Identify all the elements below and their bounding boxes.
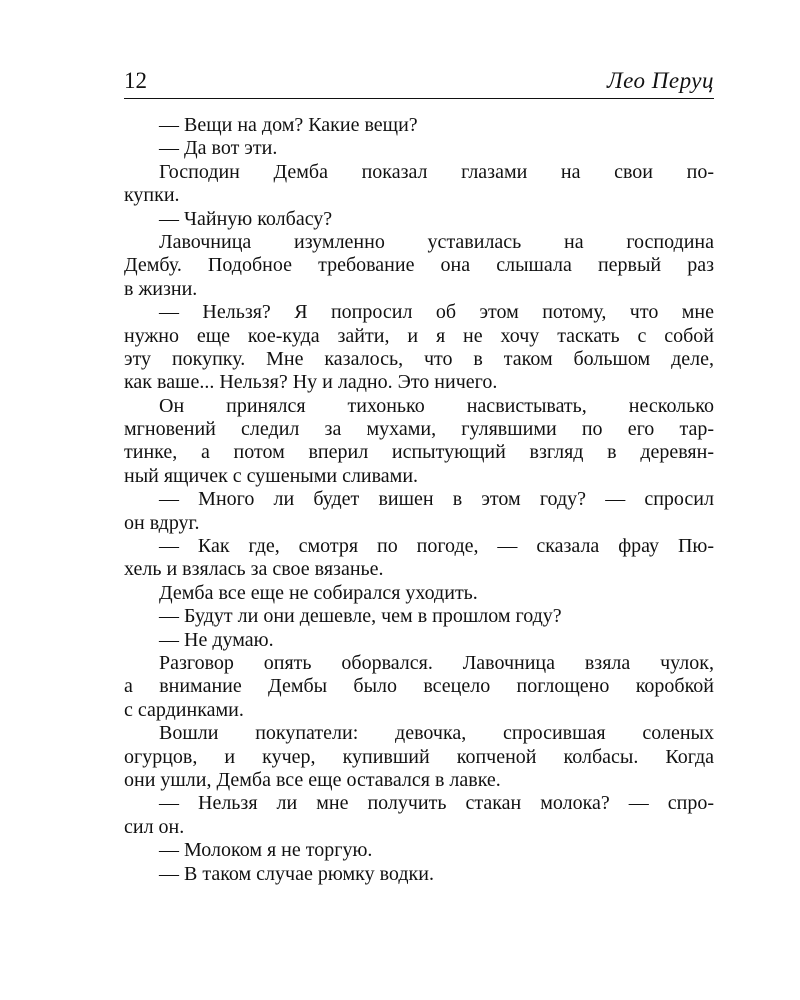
text-line: — Нельзя ли мне получить стакан молока? — спро- — [159, 792, 714, 815]
text-line: огурцов, и кучер, купивший копченой колбасы. Когда — [124, 745, 714, 768]
page-header — [124, 66, 714, 99]
text-line: — Будут ли они дешевле, чем в прошлом году? — [159, 605, 562, 628]
text-line: нужно еще кое-куда зайти, и я не хочу таскать с собой — [124, 324, 714, 347]
page-number: 12 — [124, 68, 147, 93]
text-line: — Молоком я не торгую. — [159, 839, 373, 862]
text-line: Господин Демба показал глазами на свои по- — [159, 160, 714, 183]
text-line: Лавочница изумленно уставилась на господина — [159, 230, 714, 253]
text-line: — Нельзя? Я попросил об этом потому, что мне — [159, 301, 714, 324]
text-line: — Не думаю. — [159, 628, 274, 651]
text-line: тинке, а потом вперил испытующий взгляд в деревян- — [124, 441, 714, 464]
text-line: они ушли, Демба все еще оставался в лавке. — [124, 768, 501, 791]
text-line: Разговор опять оборвался. Лавочница взяла чулок, — [159, 651, 714, 674]
text-line: а внимание Дембы было всецело поглощено коробкой — [124, 675, 714, 698]
running-head: Лео Перуц — [607, 68, 714, 93]
text-line: — Вещи на дом? Какие вещи? — [159, 114, 418, 136]
text-line: Вошли покупатели: девочка, спросившая соленых — [159, 722, 714, 745]
text-line: Он принялся тихонько насвистывать, несколько — [159, 394, 714, 417]
body-text — [124, 114, 714, 886]
text-line: — В таком случае рюмку водки. — [159, 862, 434, 885]
text-line: он вдруг. — [124, 511, 200, 534]
text-line: — Как где, смотря по погоде, — сказала фрау Пю- — [159, 535, 714, 558]
text-line: в жизни. — [124, 277, 198, 300]
text-line: хель и взялась за свое вязанье. — [124, 558, 384, 581]
text-line: эту покупку. Мне казалось, что в таком большом деле, — [124, 347, 714, 370]
text-line: купки. — [124, 184, 180, 207]
text-line: — Много ли будет вишен в этом году? — спросил — [159, 488, 714, 511]
text-line: Демба все еще не собирался уходить. — [159, 581, 478, 604]
text-line: — Да вот эти. — [159, 137, 278, 160]
text-line: ный ящичек с сушеными сливами. — [124, 464, 419, 487]
text-line: как ваше... Нельзя? Ну и ладно. Это ничего. — [124, 371, 498, 394]
text-line: мгновений следил за мухами, гулявшими по его тар- — [124, 418, 714, 441]
text-line: сил он. — [124, 815, 185, 838]
text-line: Дембу. Подобное требование она слышала первый раз — [124, 254, 714, 277]
text-line: с сардинками. — [124, 698, 244, 721]
text-line: — Чайную колбасу? — [159, 207, 333, 230]
